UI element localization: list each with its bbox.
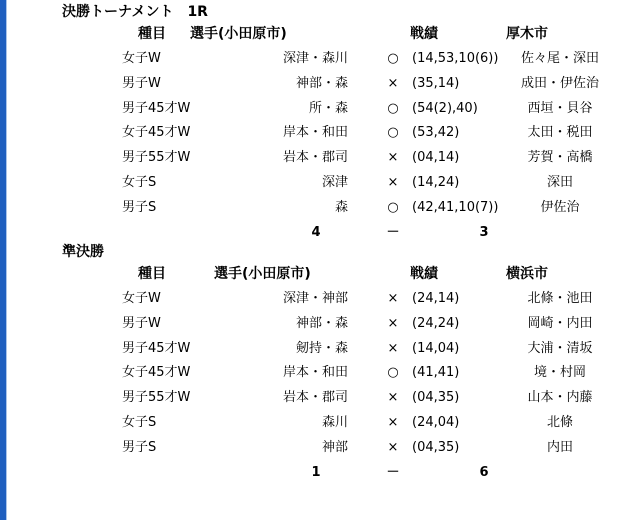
result-row bbox=[0, 415, 638, 433]
opponent-players: 山本・内藤 bbox=[527, 390, 593, 405]
event-name: 女子W bbox=[122, 51, 161, 66]
total-row bbox=[0, 225, 638, 243]
result-row bbox=[0, 390, 638, 408]
match-score: (24,04) bbox=[412, 415, 460, 430]
home-players: 森 bbox=[334, 200, 348, 215]
win-loss-mark: × bbox=[387, 390, 399, 405]
header-players: 選手(小田原市) bbox=[214, 266, 311, 282]
opponent-players: 大浦・清坂 bbox=[527, 341, 593, 356]
result-row bbox=[0, 365, 638, 383]
opponent-players: 岡崎・内田 bbox=[527, 316, 593, 331]
match-score: (04,35) bbox=[412, 440, 460, 455]
event-name: 男子45才W bbox=[122, 341, 191, 356]
header-event: 種目 bbox=[138, 26, 166, 42]
match-score: (54(2),40) bbox=[412, 101, 478, 116]
match-score: (35,14) bbox=[412, 76, 460, 91]
win-loss-mark: ○ bbox=[387, 365, 399, 380]
header-result: 戦績 bbox=[410, 266, 438, 282]
opponent-players: 太田・税田 bbox=[527, 125, 593, 140]
result-row bbox=[0, 316, 638, 334]
home-players: 所・森 bbox=[308, 101, 348, 116]
event-name: 女子45才W bbox=[122, 365, 191, 380]
header-opponent: 横浜市 bbox=[506, 266, 548, 282]
home-players: 深津・森川 bbox=[282, 51, 348, 66]
event-name: 女子S bbox=[122, 175, 157, 190]
event-name: 男子W bbox=[122, 76, 161, 91]
home-total: 1 bbox=[311, 465, 321, 480]
opponent-players: 内田 bbox=[546, 440, 573, 455]
event-name: 男子55才W bbox=[122, 390, 191, 405]
match-score: (04,35) bbox=[412, 390, 460, 405]
result-row bbox=[0, 440, 638, 458]
event-name: 男子55才W bbox=[122, 150, 191, 165]
result-row bbox=[0, 175, 638, 193]
header-event: 種目 bbox=[138, 266, 166, 282]
home-players: 神部 bbox=[321, 440, 348, 455]
opponent-players: 深田 bbox=[546, 175, 573, 190]
opponent-players: 北條・池田 bbox=[527, 291, 593, 306]
home-players: 神部・森 bbox=[295, 76, 348, 91]
result-row bbox=[0, 150, 638, 168]
result-row bbox=[0, 51, 638, 69]
match-score: (14,53,10(6)) bbox=[412, 51, 499, 66]
header-players: 選手(小田原市) bbox=[190, 26, 287, 42]
total-separator: － bbox=[386, 225, 400, 240]
total-row bbox=[0, 465, 638, 483]
event-name: 男子S bbox=[122, 440, 157, 455]
win-loss-mark: × bbox=[387, 175, 399, 190]
event-name: 女子45才W bbox=[122, 125, 191, 140]
win-loss-mark: × bbox=[387, 415, 399, 430]
match-score: (42,41,10(7)) bbox=[412, 200, 499, 215]
home-players: 岩本・郡司 bbox=[282, 390, 348, 405]
event-name: 女子S bbox=[122, 415, 157, 430]
match-score: (24,14) bbox=[412, 291, 460, 306]
opponent-players: 成田・伊佐治 bbox=[520, 76, 599, 91]
home-players: 岸本・和田 bbox=[282, 365, 348, 380]
win-loss-mark: ○ bbox=[387, 101, 399, 116]
result-row bbox=[0, 200, 638, 218]
match-score: (53,42) bbox=[412, 125, 460, 140]
match-score: (14,04) bbox=[412, 341, 460, 356]
opponent-players: 境・村岡 bbox=[533, 365, 586, 380]
away-total: 6 bbox=[479, 465, 489, 480]
header-result: 戦績 bbox=[410, 26, 438, 42]
home-players: 神部・森 bbox=[295, 316, 348, 331]
event-name: 女子W bbox=[122, 291, 161, 306]
home-players: 深津・神部 bbox=[282, 291, 348, 306]
win-loss-mark: × bbox=[387, 316, 399, 331]
win-loss-mark: ○ bbox=[387, 200, 399, 215]
match-score: (24,24) bbox=[412, 316, 460, 331]
total-separator: － bbox=[386, 465, 400, 480]
result-row bbox=[0, 291, 638, 309]
header-opponent: 厚木市 bbox=[506, 26, 548, 42]
home-players: 深津 bbox=[321, 175, 348, 190]
win-loss-mark: × bbox=[387, 341, 399, 356]
win-loss-mark: ○ bbox=[387, 51, 399, 66]
home-total: 4 bbox=[311, 225, 321, 240]
home-players: 岩本・郡司 bbox=[282, 150, 348, 165]
result-row bbox=[0, 101, 638, 119]
result-row bbox=[0, 341, 638, 359]
win-loss-mark: × bbox=[387, 76, 399, 91]
section-title: 準決勝 bbox=[62, 244, 104, 260]
opponent-players: 西垣・貝谷 bbox=[527, 101, 593, 116]
win-loss-mark: × bbox=[387, 291, 399, 306]
result-row bbox=[0, 76, 638, 94]
result-row bbox=[0, 125, 638, 143]
match-score: (14,24) bbox=[412, 175, 460, 190]
home-players: 剱持・森 bbox=[295, 341, 348, 356]
event-name: 男子45才W bbox=[122, 101, 191, 116]
opponent-players: 伊佐治 bbox=[540, 200, 580, 215]
home-players: 森川 bbox=[321, 415, 348, 430]
match-score: (41,41) bbox=[412, 365, 460, 380]
home-players: 岸本・和田 bbox=[282, 125, 348, 140]
match-score: (04,14) bbox=[412, 150, 460, 165]
opponent-players: 佐々尾・深田 bbox=[520, 51, 599, 66]
away-total: 3 bbox=[479, 225, 489, 240]
win-loss-mark: × bbox=[387, 440, 399, 455]
section-title: 決勝トーナメント 1R bbox=[62, 4, 208, 20]
win-loss-mark: × bbox=[387, 150, 399, 165]
event-name: 男子S bbox=[122, 200, 157, 215]
opponent-players: 芳賀・高橋 bbox=[527, 150, 593, 165]
event-name: 男子W bbox=[122, 316, 161, 331]
opponent-players: 北條 bbox=[546, 415, 573, 430]
win-loss-mark: ○ bbox=[387, 125, 399, 140]
